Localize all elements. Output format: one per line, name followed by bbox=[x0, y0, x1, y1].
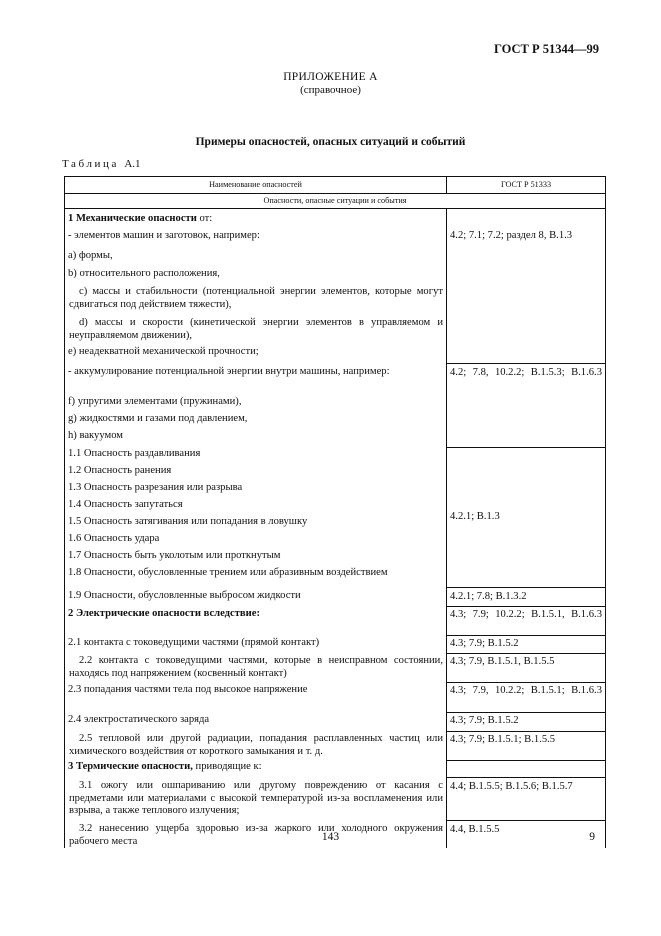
hazard-lead: 3 Термические опасности, bbox=[68, 761, 193, 772]
ref-cell bbox=[447, 346, 606, 363]
table-row bbox=[65, 587, 606, 606]
hazard-cell: 1.3 Опасность разрезания или разрыва bbox=[65, 482, 447, 499]
hazard-cell: 2.1 контакта с токоведущими частями (прямой контакт) bbox=[65, 635, 447, 653]
ref-cell: 4.3; 7.9; 10.2.2; В.1.5.1, В.1.6.3 bbox=[447, 606, 606, 635]
table-subheader-row bbox=[65, 194, 606, 209]
table-row bbox=[65, 430, 606, 447]
section-heading: Примеры опасностей, опасных ситуаций и событий bbox=[195, 136, 466, 148]
hazard-cell: a) формы, bbox=[65, 250, 447, 268]
ref-cell: 4.3; 7.9; В.1.5.2 bbox=[447, 712, 606, 731]
hazard-cell: g) жидкостями и газами под давлением, bbox=[65, 413, 447, 430]
ref-cell: 4.4; В.1.5.5; В.1.5.6; В.1.5.7 bbox=[447, 777, 606, 820]
table-row bbox=[65, 285, 606, 316]
table-row bbox=[65, 635, 606, 653]
hazard-cell: c) массы и стабильности (потенциальной энергии элементов, которые могут сдвигаться под действием тяжести), bbox=[65, 285, 447, 316]
ref-cell bbox=[447, 316, 606, 346]
table-row bbox=[65, 363, 606, 396]
ref-cell bbox=[447, 209, 606, 231]
hazard-cell: 1.5 Опасность затягивания или попадания в ловушку bbox=[65, 516, 447, 533]
table-caption-number: А.1 bbox=[124, 158, 141, 170]
hazard-cell: b) относительного расположения, bbox=[65, 268, 447, 285]
ref-cell bbox=[447, 268, 606, 285]
table-row bbox=[65, 777, 606, 820]
hazard-cell: - аккумулирование потенциальной энергии внутри машины, например: bbox=[65, 363, 447, 396]
col-header-gost-ref: ГОСТ Р 51333 bbox=[447, 177, 606, 194]
hazard-text: приводящие к: bbox=[192, 761, 262, 772]
table-row bbox=[65, 396, 606, 413]
page-number: 143 bbox=[321, 831, 340, 843]
hazard-cell: 3.1 ожогу или ошпариванию или другому повреждению от касания с предметами или материалами с высокой температурой из-за воспламенения или взрыва, а также теплового излучения; bbox=[65, 777, 447, 820]
ref-cell bbox=[447, 413, 606, 430]
hazard-cell: h) вакуумом bbox=[65, 430, 447, 447]
hazard-cell: 1.4 Опасность запутаться bbox=[65, 499, 447, 516]
ref-cell: 4.3; 7.9, 10.2.2; В.1.5.1; В.1.6.3 bbox=[447, 682, 606, 712]
table-header-row bbox=[65, 177, 606, 194]
table-row bbox=[65, 447, 606, 465]
table-row bbox=[65, 712, 606, 731]
hazard-cell: 1.6 Опасность удара bbox=[65, 533, 447, 550]
table-row bbox=[65, 682, 606, 712]
hazards-table bbox=[64, 176, 606, 848]
table-caption-word: Таблица bbox=[62, 158, 119, 170]
ref-cell: 4.2; 7.1; 7.2; раздел 8, В.1.3 bbox=[447, 230, 606, 250]
hazard-cell: e) неадекватной механической прочности; bbox=[65, 346, 447, 363]
sheet-number: 9 bbox=[589, 831, 595, 843]
hazard-cell: - элементов машин и заготовок, например: bbox=[65, 230, 447, 250]
hazard-cell bbox=[65, 760, 447, 777]
ref-cell: 4.4, В.1.5.5 bbox=[447, 820, 606, 848]
hazard-cell: 1.2 Опасность ранения bbox=[65, 465, 447, 482]
hazard-cell: 2.3 попадания частями тела под высокое напряжение bbox=[65, 682, 447, 712]
table-row bbox=[65, 606, 606, 635]
ref-cell bbox=[447, 250, 606, 268]
ref-cell: 4.2.1; 7.8; В.1.3.2 bbox=[447, 587, 606, 606]
table-row bbox=[65, 653, 606, 682]
table-caption bbox=[62, 158, 141, 170]
table-row bbox=[65, 316, 606, 346]
table-row bbox=[65, 209, 606, 231]
appendix-title: ПРИЛОЖЕНИЕ А bbox=[283, 71, 378, 83]
table-row bbox=[65, 250, 606, 268]
hazard-cell: 1.1 Опасность раздавливания bbox=[65, 447, 447, 465]
ref-cell: 4.2; 7.8, 10.2.2; В.1.5.3; В.1.6.3 bbox=[447, 363, 606, 396]
hazard-cell: 1.7 Опасность быть уколотым или проткнутым bbox=[65, 550, 447, 567]
hazard-cell: 2.5 тепловой или другой радиации, попадания расплавленных частиц или химического воздействия от короткого замыкания и т. д. bbox=[65, 731, 447, 760]
ref-cell bbox=[447, 396, 606, 413]
hazard-cell: 2.2 контакта с токоведущими частями, которые в неисправном состоянии, находясь под напряжением (косвенный контакт) bbox=[65, 653, 447, 682]
table-row bbox=[65, 760, 606, 777]
ref-cell: 4.2.1; В.1.3 bbox=[447, 447, 606, 587]
ref-cell: 4.3; 7.9; В.1.5.2 bbox=[447, 635, 606, 653]
table-subheader: Опасности, опасные ситуации и события bbox=[65, 194, 606, 209]
hazard-cell: 1.9 Опасности, обусловленные выбросом жидкости bbox=[65, 587, 447, 606]
hazard-text: от: bbox=[196, 213, 213, 224]
hazard-lead: 1 Механические опасности bbox=[68, 213, 197, 224]
ref-cell bbox=[447, 285, 606, 316]
hazard-cell: 3.2 нанесению ущерба здоровью из-за жаркого или холодного окружения рабочего места bbox=[65, 820, 447, 848]
col-header-hazard-name: Наименование опасностей bbox=[65, 177, 447, 194]
hazard-cell: f) упругими элементами (пружинами), bbox=[65, 396, 447, 413]
table-row bbox=[65, 413, 606, 430]
ref-cell: 4.3; 7.9; В.1.5.1; В.1.5.5 bbox=[447, 731, 606, 760]
ref-cell: 4.3; 7.9, В.1.5.1, В.1.5.5 bbox=[447, 653, 606, 682]
table-row bbox=[65, 731, 606, 760]
table-row bbox=[65, 230, 606, 250]
table-row bbox=[65, 346, 606, 363]
hazard-cell: 1.8 Опасности, обусловленные трением или абразивным воздействием bbox=[65, 567, 447, 587]
hazard-cell bbox=[65, 209, 447, 231]
document-code: ГОСТ Р 51344—99 bbox=[493, 42, 599, 56]
ref-cell bbox=[447, 760, 606, 777]
hazard-cell: 2.4 электростатического заряда bbox=[65, 712, 447, 731]
appendix-subtitle: (справочное) bbox=[300, 84, 361, 96]
hazard-cell: d) массы и скорости (кинетической энергии элементов в управляемом и неуправляемом движении), bbox=[65, 316, 447, 346]
hazard-cell: 2 Электрические опасности вследствие: bbox=[65, 606, 447, 635]
ref-cell bbox=[447, 430, 606, 447]
table-row bbox=[65, 268, 606, 285]
